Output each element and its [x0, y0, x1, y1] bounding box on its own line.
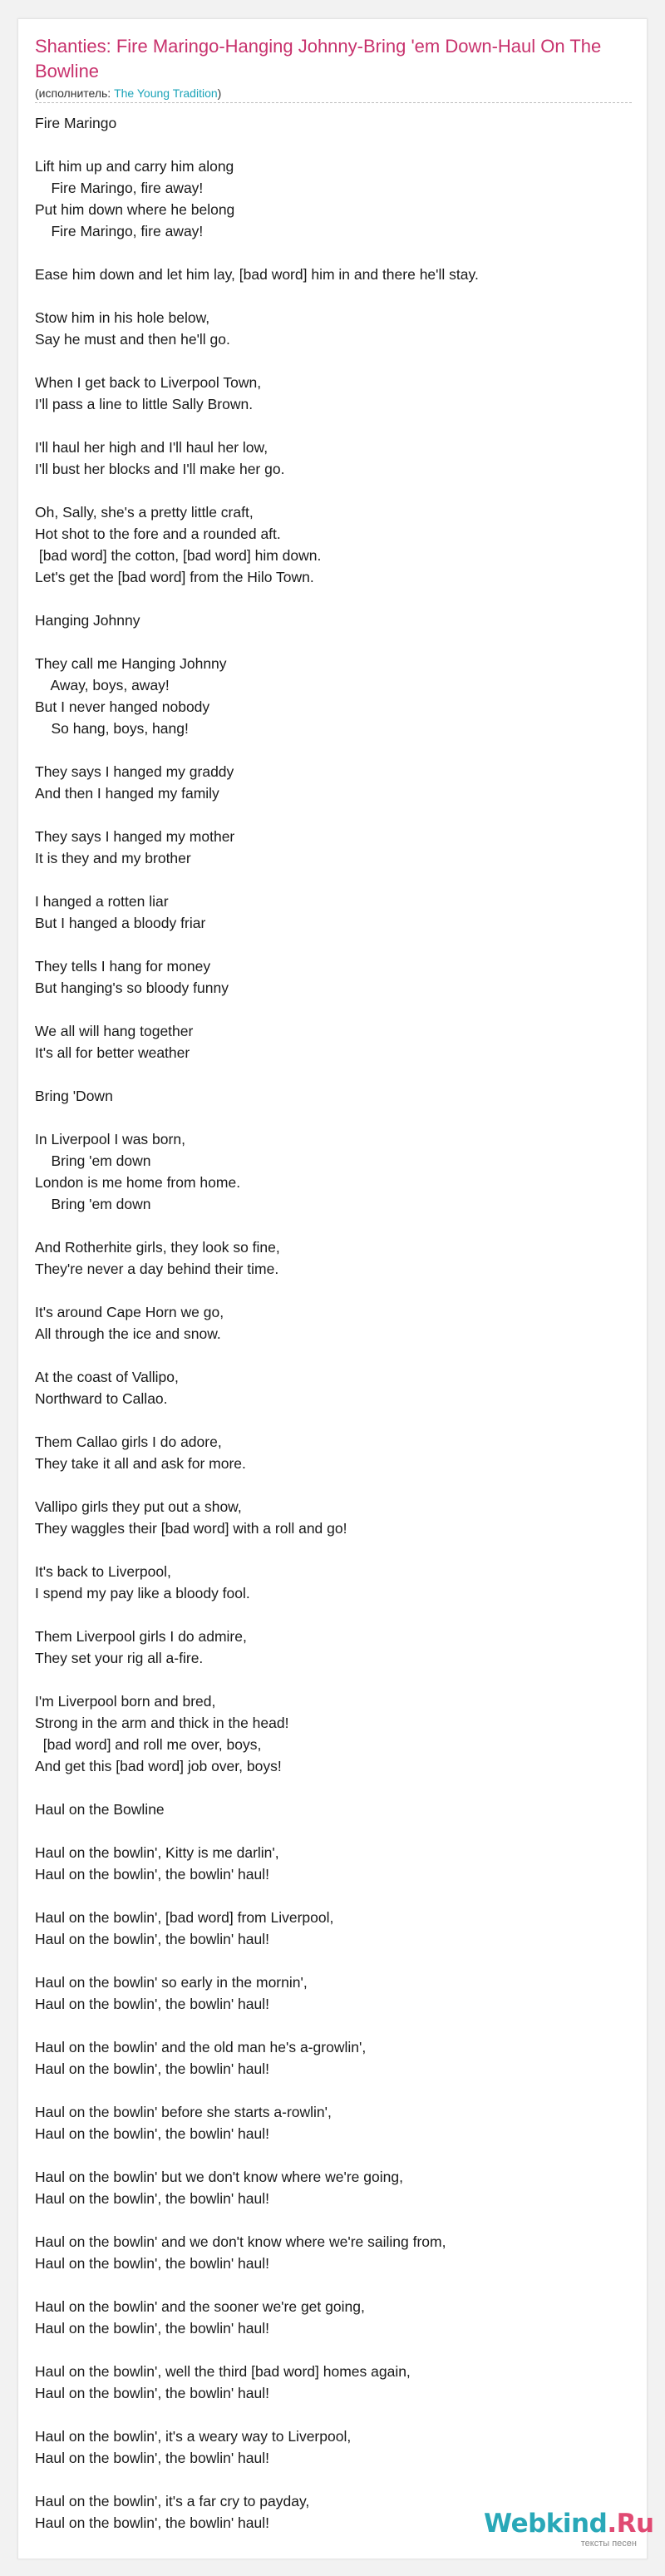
lyrics-line: Haul on the bowlin' before she starts a-rowlin',: [35, 2104, 332, 2120]
lyrics-line: Haul on the bowlin' and the old man he's a-growlin',: [35, 2039, 367, 2055]
lyrics-line: Lift him up and carry him along: [35, 158, 234, 175]
lyrics-line: Haul on the bowlin', the bowlin' haul!: [35, 2255, 269, 2272]
lyrics-line: Haul on the bowlin', the bowlin' haul!: [35, 2320, 269, 2337]
lyrics-line: When I get back to Liverpool Town,: [35, 374, 262, 391]
lyrics-line: And get this [bad word] job over, boys!: [35, 1758, 282, 1774]
lyrics-line: It's around Cape Horn we go,: [35, 1304, 224, 1320]
lyrics-line: Haul on the bowlin', the bowlin' haul!: [35, 1996, 269, 2012]
logo-wordmark: [484, 2509, 654, 2539]
lyrics-line: Haul on the bowlin', it's a far cry to payday,: [35, 2493, 310, 2509]
lyrics-line: Haul on the bowlin', the bowlin' haul!: [35, 1931, 269, 1947]
lyrics-line: But I never hanged nobody: [35, 698, 210, 715]
lyrics-blank-line: [35, 285, 633, 307]
lyrics-line: Haul on the bowlin', [bad word] from Liverpool,: [35, 1909, 334, 1926]
lyrics-blank-line: [35, 588, 633, 609]
lyrics-blank-line: [35, 739, 633, 761]
lyrics-line: Fire Maringo, fire away!: [35, 223, 204, 239]
lyrics-line: So hang, boys, hang!: [35, 720, 189, 737]
lyrics-line: Hanging Johnny: [35, 612, 140, 629]
lyrics-blank-line: [35, 2144, 633, 2166]
site-logo[interactable]: [484, 2509, 654, 2559]
lyrics-line: Away, boys, away!: [35, 677, 170, 693]
lyrics-line: Let's get the [bad word] from the Hilo Town.: [35, 569, 314, 585]
logo-tagline: тексты песен: [580, 2539, 637, 2549]
lyrics-line: Ease him down and let him lay, [bad word] him in and there he'll stay.: [35, 266, 479, 283]
lyrics-line: I'll pass a line to little Sally Brown.: [35, 396, 254, 412]
lyrics-blank-line: [35, 934, 633, 955]
lyrics-line: [bad word] and roll me over, boys,: [35, 1736, 262, 1753]
lyrics-line: Haul on the bowlin', the bowlin' haul!: [35, 1866, 269, 1883]
lyrics-line: Haul on the bowlin', it's a weary way to Liverpool,: [35, 2428, 352, 2445]
lyrics-line: It's all for better weather: [35, 1044, 190, 1061]
lyrics-line: Haul on the bowlin', the bowlin' haul!: [35, 2190, 269, 2207]
lyrics-line: [bad word] the cotton, [bad word] him down.: [35, 547, 322, 564]
lyrics-line: Strong in the arm and thick in the head!: [35, 1715, 289, 1731]
lyrics-line: Haul on the Bowline: [35, 1801, 165, 1818]
lyrics-line: Bring 'Down: [35, 1088, 113, 1104]
lyrics-blank-line: [35, 869, 633, 891]
lyrics-line: And Rotherhite girls, they look so fine,: [35, 1239, 280, 1256]
lyrics-blank-line: [35, 2404, 633, 2425]
lyrics-line: Haul on the bowlin' and the sooner we're get going,: [35, 2298, 365, 2315]
lyrics-line: We all will hang together: [35, 1023, 194, 1039]
lyrics-blank-line: [35, 1820, 633, 1842]
lyrics-line: All through the ice and snow.: [35, 1325, 221, 1342]
artist-suffix: ): [217, 86, 222, 100]
lyrics-blank-line: [35, 1107, 633, 1128]
lyrics-blank-line: [35, 1777, 633, 1799]
lyrics-line: I spend my pay like a bloody fool.: [35, 1585, 250, 1601]
lyrics-line: But hanging's so bloody funny: [35, 980, 229, 996]
lyrics-line: London is me home from home.: [35, 1174, 241, 1191]
lyrics-blank-line: [35, 2209, 633, 2231]
lyrics-blank-line: [35, 1669, 633, 1690]
lyrics-blank-line: [35, 350, 633, 372]
lyrics-blank-line: [35, 1604, 633, 1626]
lyrics-line: Oh, Sally, she's a pretty little craft,: [35, 504, 254, 521]
lyrics-blank-line: [35, 134, 633, 155]
logo-word-ru: .Ru: [607, 2509, 654, 2539]
lyrics-blank-line: [35, 2339, 633, 2361]
lyrics-blank-line: [35, 1409, 633, 1431]
lyrics-line: Them Callao girls I do adore,: [35, 1434, 222, 1450]
lyrics-line: It is they and my brother: [35, 850, 191, 866]
lyrics-line: Say he must and then he'll go.: [35, 331, 230, 348]
lyrics-line: Haul on the bowlin', the bowlin' haul!: [35, 2385, 269, 2401]
lyrics-line: Bring 'em down: [35, 1196, 151, 1212]
lyrics-blank-line: [35, 804, 633, 826]
lyrics-blank-line: [35, 1280, 633, 1301]
lyrics-line: I'm Liverpool born and bred,: [35, 1693, 216, 1710]
lyrics-line: They set your rig all a-fire.: [35, 1650, 204, 1666]
artist-prefix: (исполнитель:: [35, 86, 115, 100]
lyrics-line: Northward to Callao.: [35, 1390, 168, 1407]
lyrics-blank-line: [35, 999, 633, 1020]
lyrics-line: I'll bust her blocks and I'll make her go.: [35, 461, 285, 477]
lyrics-line: Vallipo girls they put out a show,: [35, 1498, 242, 1515]
lyrics-blank-line: [35, 2080, 633, 2101]
lyrics-line: But I hanged a bloody friar: [35, 915, 206, 931]
lyrics-line: Haul on the bowlin' so early in the mornin',: [35, 1974, 308, 1991]
lyrics-text: [35, 112, 633, 2534]
lyrics-line: Them Liverpool girls I do admire,: [35, 1628, 247, 1645]
lyrics-blank-line: [35, 631, 633, 653]
lyrics-blank-line: [35, 480, 633, 501]
lyrics-line: Haul on the bowlin', the bowlin' haul!: [35, 2060, 269, 2077]
lyrics-line: Stow him in his hole below,: [35, 309, 210, 326]
lyrics-line: Haul on the bowlin', the bowlin' haul!: [35, 2514, 269, 2531]
lyrics-line: Hot shot to the fore and a rounded aft.: [35, 526, 281, 542]
lyrics-blank-line: [35, 1950, 633, 1971]
lyrics-blank-line: [35, 1215, 633, 1236]
lyrics-blank-line: [35, 1063, 633, 1085]
logo-word-webkind: Webkind: [484, 2509, 608, 2539]
lyrics-blank-line: [35, 1885, 633, 1907]
artist-link[interactable]: The Young Tradition: [114, 86, 218, 100]
lyrics-line: They take it all and ask for more.: [35, 1455, 246, 1472]
lyrics-line: I'll haul her high and I'll haul her low,: [35, 439, 268, 456]
lyrics-blank-line: [35, 1539, 633, 1561]
lyrics-blank-line: [35, 2015, 633, 2036]
lyrics-line: They waggles their [bad word] with a roll and go!: [35, 1520, 347, 1537]
artist-line: [35, 86, 632, 103]
lyrics-line: At the coast of Vallipo,: [35, 1369, 179, 1385]
lyrics-line: Haul on the bowlin', Kitty is me darlin',: [35, 1844, 279, 1861]
lyrics-blank-line: [35, 415, 633, 437]
lyrics-blank-line: [35, 2274, 633, 2296]
lyrics-line: Haul on the bowlin', the bowlin' haul!: [35, 2450, 269, 2466]
lyrics-line: Haul on the bowlin', well the third [bad word] homes again,: [35, 2363, 411, 2380]
lyrics-line: Fire Maringo: [35, 115, 117, 131]
lyrics-line: They tells I hang for money: [35, 958, 211, 975]
lyrics-line: I hanged a rotten liar: [35, 893, 169, 910]
lyrics-line: They says I hanged my mother: [35, 828, 235, 845]
lyrics-line: Fire Maringo, fire away!: [35, 180, 204, 196]
lyrics-line: Put him down where he belong: [35, 201, 235, 218]
lyrics-line: It's back to Liverpool,: [35, 1563, 171, 1580]
lyrics-blank-line: [35, 1345, 633, 1366]
lyrics-line: Bring 'em down: [35, 1152, 151, 1169]
lyrics-line: They call me Hanging Johnny: [35, 655, 227, 672]
song-title: Shanties: Fire Maringo-Hanging Johnny-Bring 'em Down-Haul On The Bowline: [35, 36, 602, 81]
lyrics-line: Haul on the bowlin' and we don't know where we're sailing from,: [35, 2233, 446, 2250]
lyrics-line: They says I hanged my graddy: [35, 763, 234, 780]
lyrics-card: [17, 18, 654, 2559]
lyrics-line: Haul on the bowlin', the bowlin' haul!: [35, 2125, 269, 2142]
lyrics-blank-line: [35, 2469, 633, 2490]
lyrics-blank-line: [35, 1474, 633, 1496]
lyrics-line: In Liverpool I was born,: [35, 1131, 185, 1147]
lyrics-blank-line: [35, 242, 633, 264]
lyrics-line: They're never a day behind their time.: [35, 1261, 279, 1277]
lyrics-line: And then I hanged my family: [35, 785, 219, 802]
lyrics-line: Haul on the bowlin' but we don't know where we're going,: [35, 2169, 403, 2185]
